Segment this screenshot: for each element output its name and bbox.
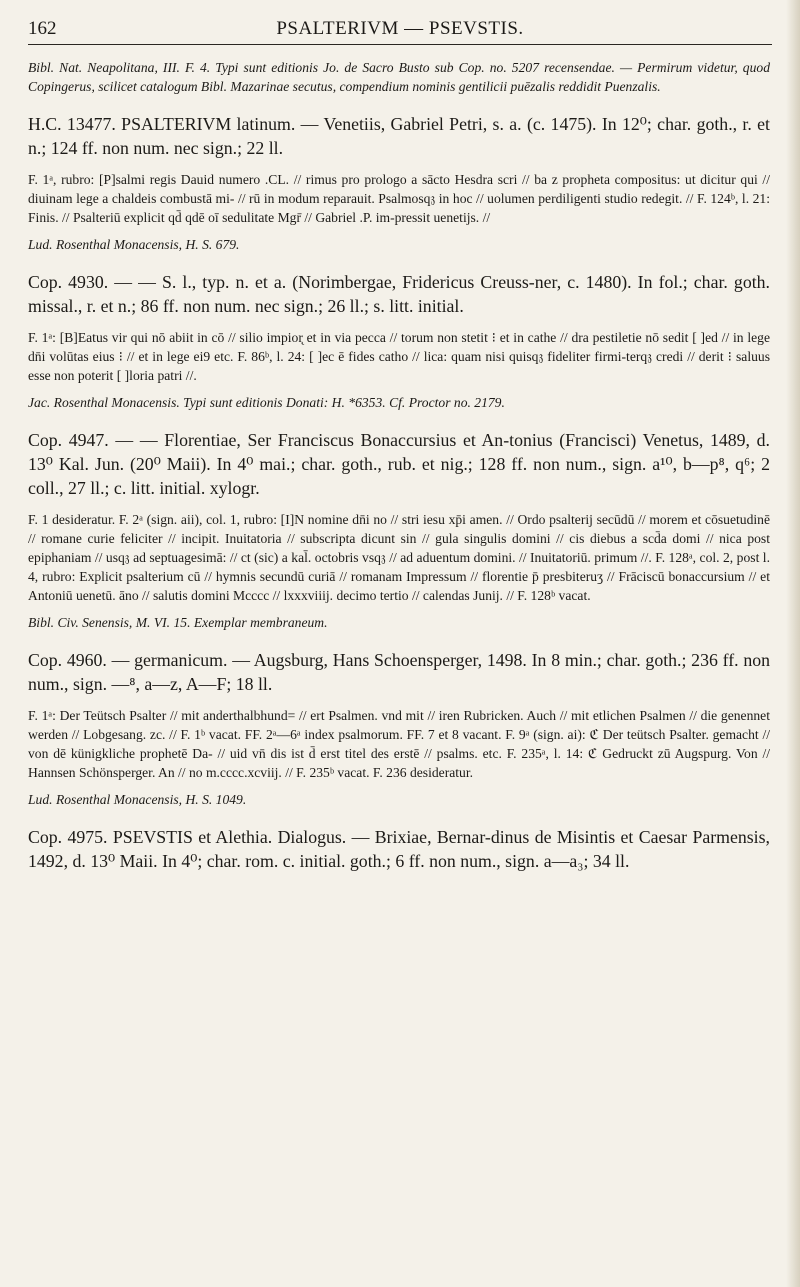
running-head xyxy=(28,14,772,45)
entry-transcription: F. 1ᵃ, rubro: [P]salmi regis Dauid numero .CL. // rimus pro prologo a sācto Hesdra scri // ba z propheta compositus: ut dicitur qui // diuinam lege a chaldeis combustā mi- // rū in modum reparauit. Psalmosq𝔷 in hoc // uolumen perdiligenti studio redegit. // F. 124ᵇ, l. 21: Finis. // Psalteriū explicit qd̄ qdē oī sedulitate Mgr̄ // Gabriel .P. im-pressit uenetijs. // xyxy=(28,172,770,225)
entry-provenance: Bibl. Civ. Senensis, M. VI. 15. Exemplar membraneum. xyxy=(28,615,328,630)
intro-note: Bibl. Nat. Neapolitana, III. F. 4. Typi sunt editionis Jo. de Sacro Busto sub Cop. no. 5207 recensendae. — Permirum videtur, quod Copingerus, scilicet catalogum Bibl. Mazarinae secutus, compendium nominis gentilicii puēzalis reddidit Puenzalis. xyxy=(28,60,770,94)
page-number: 162 xyxy=(28,18,57,39)
entry-provenance: Lud. Rosenthal Monacensis, H. S. 1049. xyxy=(28,792,247,807)
page-edge-shadow xyxy=(786,0,800,1287)
entry-heading: Cop. 4930. — — S. l., typ. n. et a. (Norimbergae, Fridericus Creuss-ner, c. 1480). In fol.; char. goth. missal., r. et n.; 86 ff. non num. nec sign.; 26 ll.; s. litt. initial. xyxy=(28,272,770,316)
entry-transcription: F. 1ᵃ: [B]Eatus vir qui nō abiit in cō // silio impior̨ et in via pecca // torum non stetit ⁝ et in cathe // dra pestiletie nō sedit [ ]ed // in lege dn̄i volūtas eius ⁝ // et in lege ei9 etc. F. 86ᵇ, l. 24: [ ]ec ē fides catho // lica: quam nisi quisq𝔷 fideliter firmi-terq𝔷 credi // derit ⁝ saluus esse non poterit [ ]loria patri //. xyxy=(28,330,770,383)
entry-transcription: F. 1ᵃ: Der Teütsch Psalter // mit anderthalbhund= // ert Psalmen. vnd mit // iren Rubricken. Auch // mit etlichen Psalmen // die genennet werden // Lobgesang. zc. // F. 1ᵇ vacat. FF. 2ᵃ—6ᵃ index psalmorum. FF. 7 et 8 vacant. F. 9ᵃ (sign. ai): ℭ Der teütsch Psalter. gemacht // von dē künigkliche prophetē Da- // uid vn̄ dis ist d̄ erst titel des erstē // psalms. etc. F. 235ᵃ, l. 14: ℭ Gedruckt zū Augspurg. Von // Hannsen Schönsperger. An // no m.cccc.xcviij. // F. 235ᵇ vacat. F. 236 desideratur. xyxy=(28,708,770,780)
entry-heading: Cop. 4947. — — Florentiae, Ser Franciscus Bonaccursius et An-tonius (Francisci) Venetus, 1489, d. 13⁰ Kal. Jun. (20⁰ Maii). In 4⁰ mai.; char. goth., rub. et nig.; 128 ff. non num., sign. a¹⁰, b—p⁸, q⁶; 2 coll., 27 ll.; c. litt. initial. xylogr. xyxy=(28,430,770,498)
running-title: PSALTERIVM — PSEVSTIS. xyxy=(276,18,524,39)
entry-provenance: Lud. Rosenthal Monacensis, H. S. 679. xyxy=(28,237,240,252)
entry-heading: H.C. 13477. PSALTERIVM latinum. — Venetiis, Gabriel Petri, s. a. (c. 1475). In 12⁰; char. goth., r. et n.; 124 ff. non num. nec sign.; 22 ll. xyxy=(28,114,770,158)
entry-transcription: F. 1 desideratur. F. 2ᵃ (sign. aii), col. 1, rubro: [I]N nomine dn̄i no // stri iesu xp̄i amen. // Ordo psalterij secūdū // morem et cōsuetudinē // romane curie feliciter // incipit. Inuitatoria // subscripta dicunt sin // gula singulis domini // cis diebus a scd̄a domi // nica post epiphaniam // usq𝔷 ad septuagesimā: // ct (sic) a kal̄. octobris vsq𝔷 // ad aduentum domini. // Inuitatoriū. primum //. F. 128ᵃ, col. 2, post l. 4, rubro: Explicit psalterium cū // hymnis secundū curiā // romanam Impressum // florentie p̄ presbiteruʒ // Frāciscū bonaccursium // et Antoniū uenetū. āno // salutis domini Mcccc // lxxxviiij. decimo tertio // calendas Junij. // F. 128ᵇ vacat. xyxy=(28,512,770,603)
entry-heading: Cop. 4960. — germanicum. — Augsburg, Hans Schoensperger, 1498. In 8 min.; char. goth.; 236 ff. non num., sign. —⁸, a—z, A—F; 18 ll. xyxy=(28,650,770,694)
entry-heading: Cop. 4975. PSEVSTIS et Alethia. Dialogus. — Brixiae, Bernar-dinus de Misintis et Caesar Parmensis, 1492, d. 13⁰ Maii. In 4⁰; char. rom. c. initial. goth.; 6 ff. non num., sign. a—a₃; 34 ll. xyxy=(28,827,770,871)
entry-provenance: Jac. Rosenthal Monacensis. Typi sunt editionis Donati: H. *6353. Cf. Proctor no. 2179. xyxy=(28,395,505,410)
page-body xyxy=(28,58,770,873)
